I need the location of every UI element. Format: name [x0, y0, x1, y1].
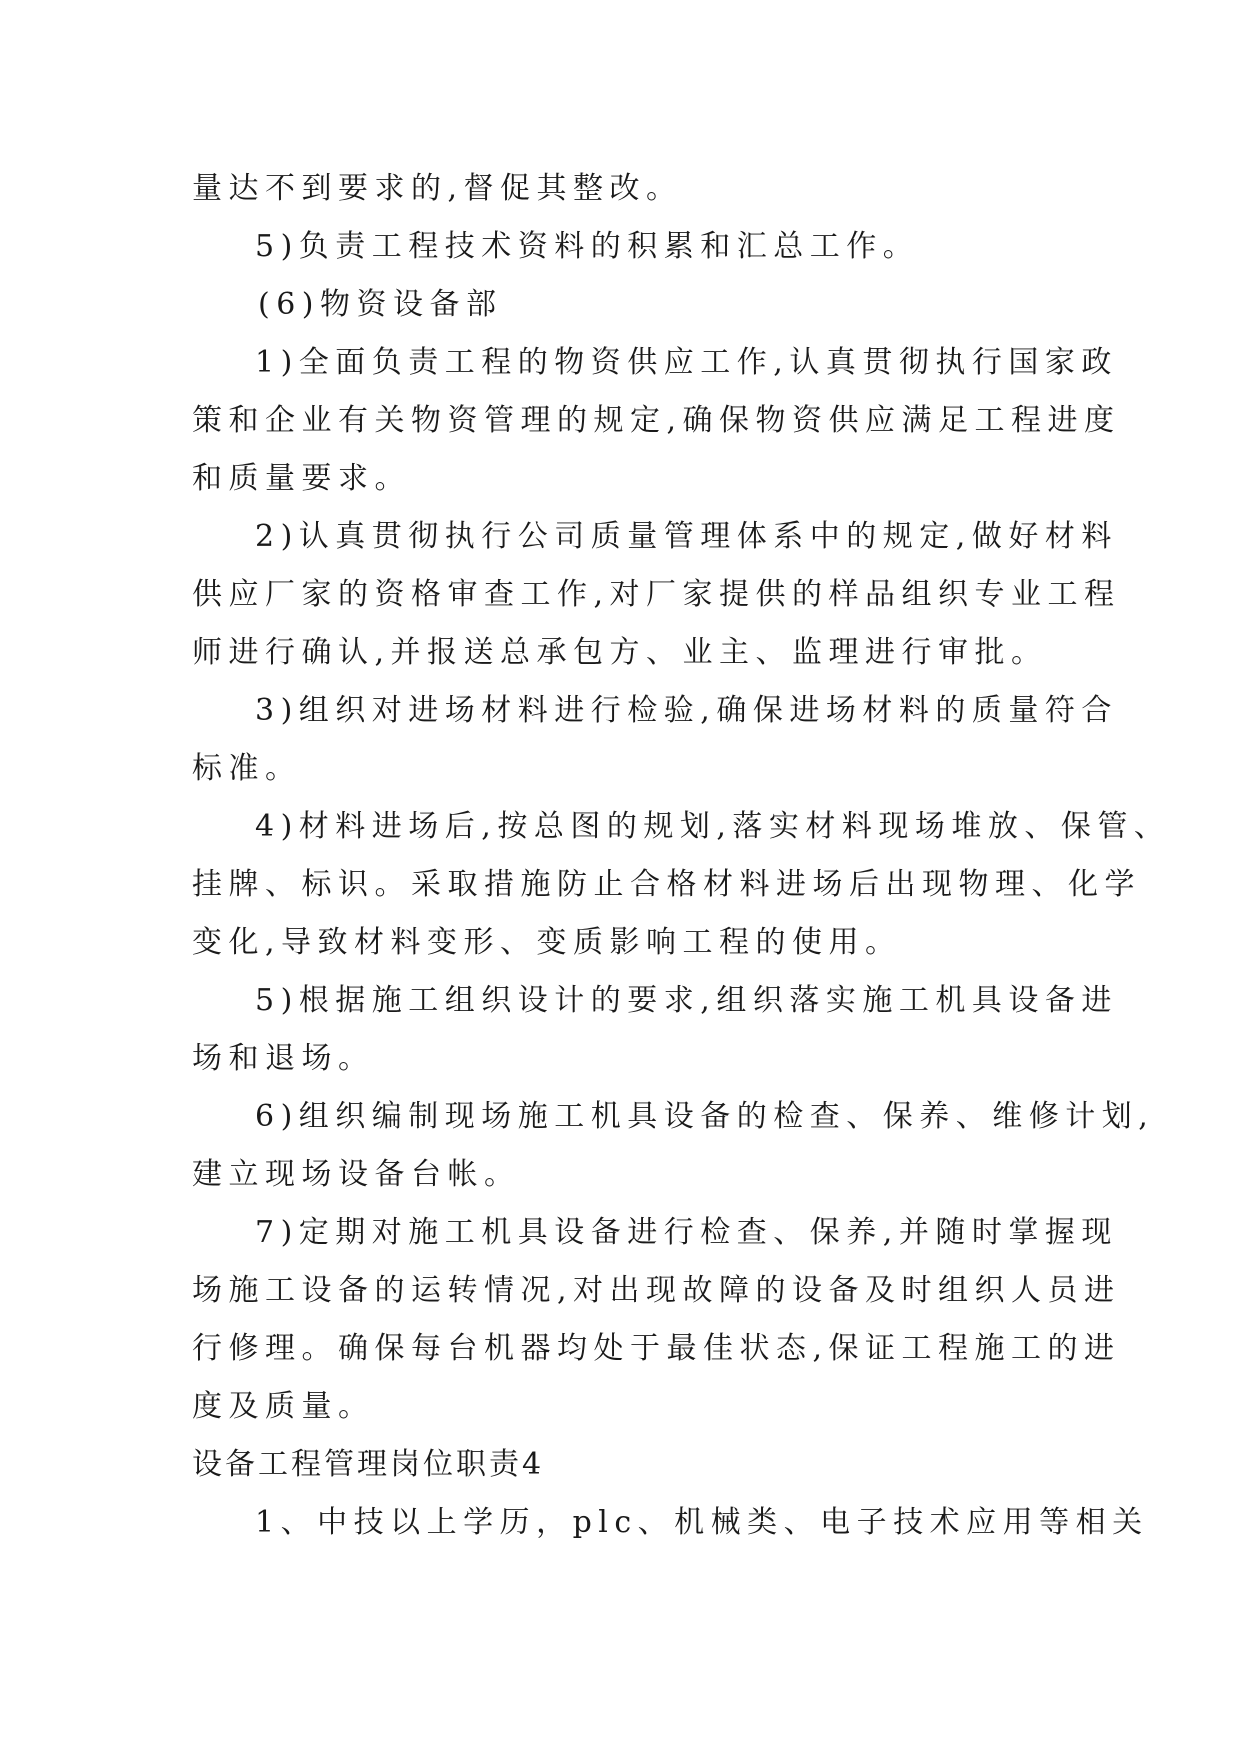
paragraph-line: 和质量要求。 — [192, 461, 411, 496]
paragraph-line: 场和退场。 — [192, 1041, 375, 1076]
list-item: 4)材料进场后,按总图的规划,落实材料现场堆放、保管、 — [255, 809, 1171, 844]
section-title: 设备工程管理岗位职责4 — [192, 1447, 545, 1482]
list-item: 3)组织对进场材料进行检验,确保进场材料的质量符合 — [255, 693, 1118, 728]
list-item: 5)根据施工组织设计的要求,组织落实施工机具设备进 — [255, 983, 1118, 1018]
paragraph-line: 标准。 — [192, 751, 302, 786]
list-item: 5)负责工程技术资料的积累和汇总工作。 — [255, 229, 920, 264]
paragraph-line: 挂牌、标识。采取措施防止合格材料进场后出现物理、化学 — [192, 867, 1141, 902]
paragraph-line: 建立现场设备台帐。 — [192, 1157, 521, 1192]
paragraph-line: 度及质量。 — [192, 1389, 375, 1424]
list-item: 2)认真贯彻执行公司质量管理体系中的规定,做好材料 — [255, 519, 1118, 554]
paragraph-line: 量达不到要求的,督促其整改。 — [192, 171, 683, 206]
paragraph-line: 变化,导致材料变形、变质影响工程的使用。 — [192, 925, 902, 960]
paragraph-line: 场施工设备的运转情况,对出现故障的设备及时组织人员进 — [192, 1273, 1121, 1308]
list-item: 6)组织编制现场施工机具设备的检查、保养、维修计划, — [255, 1099, 1155, 1134]
paragraph-line: 供应厂家的资格审查工作,对厂家提供的样品组织专业工程 — [192, 577, 1121, 612]
list-item: 1、中技以上学历，plc、机械类、电子技术应用等相关 — [255, 1505, 1149, 1540]
paragraph-line: 行修理。确保每台机器均处于最佳状态,保证工程施工的进 — [192, 1331, 1121, 1366]
paragraph-line: 策和企业有关物资管理的规定,确保物资供应满足工程进度 — [192, 403, 1121, 438]
section-heading: (6)物资设备部 — [258, 287, 503, 322]
paragraph-line: 师进行确认,并报送总承包方、业主、监理进行审批。 — [192, 635, 1048, 670]
list-item: 1)全面负责工程的物资供应工作,认真贯彻执行国家政 — [255, 345, 1118, 380]
list-item: 7)定期对施工机具设备进行检查、保养,并随时掌握现 — [255, 1215, 1118, 1250]
